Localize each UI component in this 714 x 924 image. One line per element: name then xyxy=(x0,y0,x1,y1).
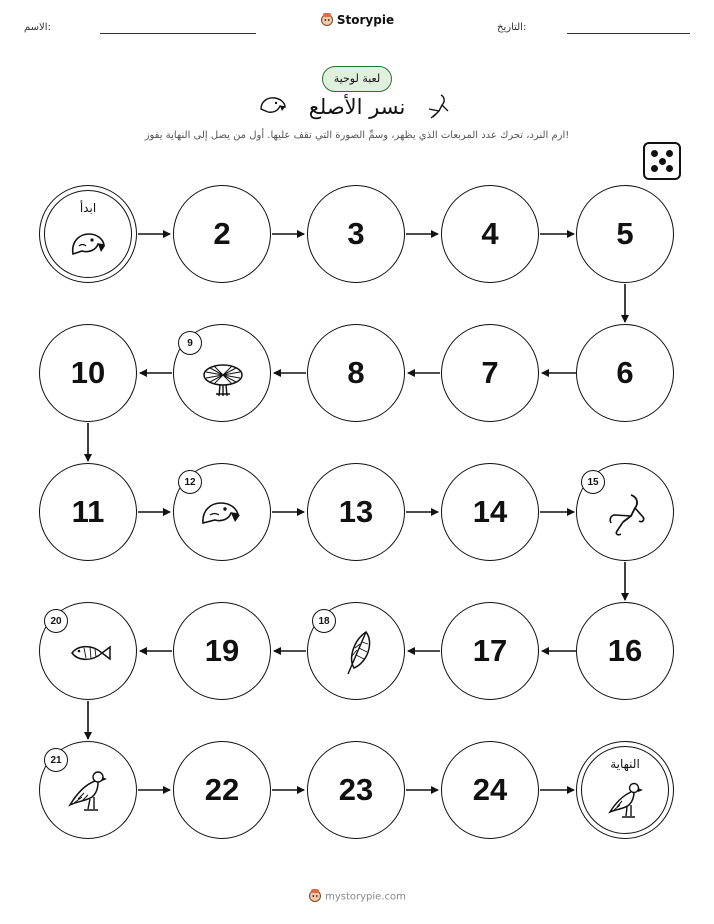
cell-number: 2 xyxy=(213,216,231,251)
instructions: ارم النرد، تحرك عدد المربعات الذي يظهر، وسمِّ الصورة التي تقف عليها. أول من يصل إلى النهاية يفوز! xyxy=(144,130,570,141)
board-cell-7 xyxy=(441,324,539,422)
cell-number-badge: 18 xyxy=(312,609,336,633)
board-cell-start xyxy=(39,185,137,283)
start-label: ابدأ xyxy=(79,201,97,215)
board-cell-21 xyxy=(39,741,137,839)
cell-number: 14 xyxy=(472,494,508,529)
date-label: التاريخ: xyxy=(497,22,527,33)
brand-name: Storypie xyxy=(336,13,395,27)
board-cell-12 xyxy=(173,463,271,561)
board-cell-17 xyxy=(441,602,539,700)
board-cell-11 xyxy=(39,463,137,561)
board-cell-20 xyxy=(39,602,137,700)
cell-number-badge: 15 xyxy=(581,470,605,494)
board-cell-5 xyxy=(576,185,674,283)
cell-number: 11 xyxy=(71,494,105,529)
board-cell-14 xyxy=(441,463,539,561)
fish-icon xyxy=(64,628,114,678)
board-cell-23 xyxy=(307,741,405,839)
cell-number-badge: 12 xyxy=(178,470,202,494)
cell-number: 16 xyxy=(607,633,643,668)
cell-number: 19 xyxy=(204,633,240,668)
board-cell-4 xyxy=(441,185,539,283)
name-label: الاسم: xyxy=(24,22,51,33)
board-cell-22 xyxy=(173,741,271,839)
cell-number: 8 xyxy=(347,355,365,390)
cell-number: 7 xyxy=(481,355,499,390)
game-type-badge: لعبة لوحية xyxy=(322,66,392,92)
cell-number: 3 xyxy=(347,216,365,251)
board-cell-end xyxy=(576,741,674,839)
eagle-head-icon xyxy=(67,222,111,266)
board-cell-10 xyxy=(39,324,137,422)
perched-eagle-icon xyxy=(64,767,114,817)
title-text: نسر الأصلع xyxy=(308,95,406,119)
board-cell-19 xyxy=(173,602,271,700)
cell-number: 5 xyxy=(616,216,634,251)
board-cell-18 xyxy=(307,602,405,700)
cell-number: 24 xyxy=(472,772,508,807)
board-cell-6 xyxy=(576,324,674,422)
cell-number-badge: 21 xyxy=(44,748,68,772)
cell-number: 23 xyxy=(338,772,374,807)
feather-icon xyxy=(332,628,382,678)
board-cell-15 xyxy=(576,463,674,561)
cell-number: 22 xyxy=(204,772,240,807)
eagle-head-icon xyxy=(198,489,248,539)
board-cell-16 xyxy=(576,602,674,700)
board-cell-8 xyxy=(307,324,405,422)
talon-icon xyxy=(601,489,651,539)
nest-icon xyxy=(198,350,248,400)
cell-number: 4 xyxy=(481,216,499,251)
end-label: النهاية xyxy=(610,757,640,771)
footer-url[interactable]: mystorypie.com xyxy=(325,891,406,903)
footer-logo-icon xyxy=(308,888,322,905)
board-cell-2 xyxy=(173,185,271,283)
board-cell-24 xyxy=(441,741,539,839)
cell-number: 13 xyxy=(338,494,374,529)
board-cell-3 xyxy=(307,185,405,283)
cell-number: 10 xyxy=(70,355,106,390)
cell-number: 6 xyxy=(616,355,634,390)
board-cell-9 xyxy=(173,324,271,422)
cell-number-badge: 9 xyxy=(178,331,202,355)
cell-number-badge: 20 xyxy=(44,609,68,633)
footer xyxy=(0,888,714,905)
cell-number: 17 xyxy=(472,633,508,668)
perched-eagle-icon xyxy=(604,778,648,822)
board-cell-13 xyxy=(307,463,405,561)
